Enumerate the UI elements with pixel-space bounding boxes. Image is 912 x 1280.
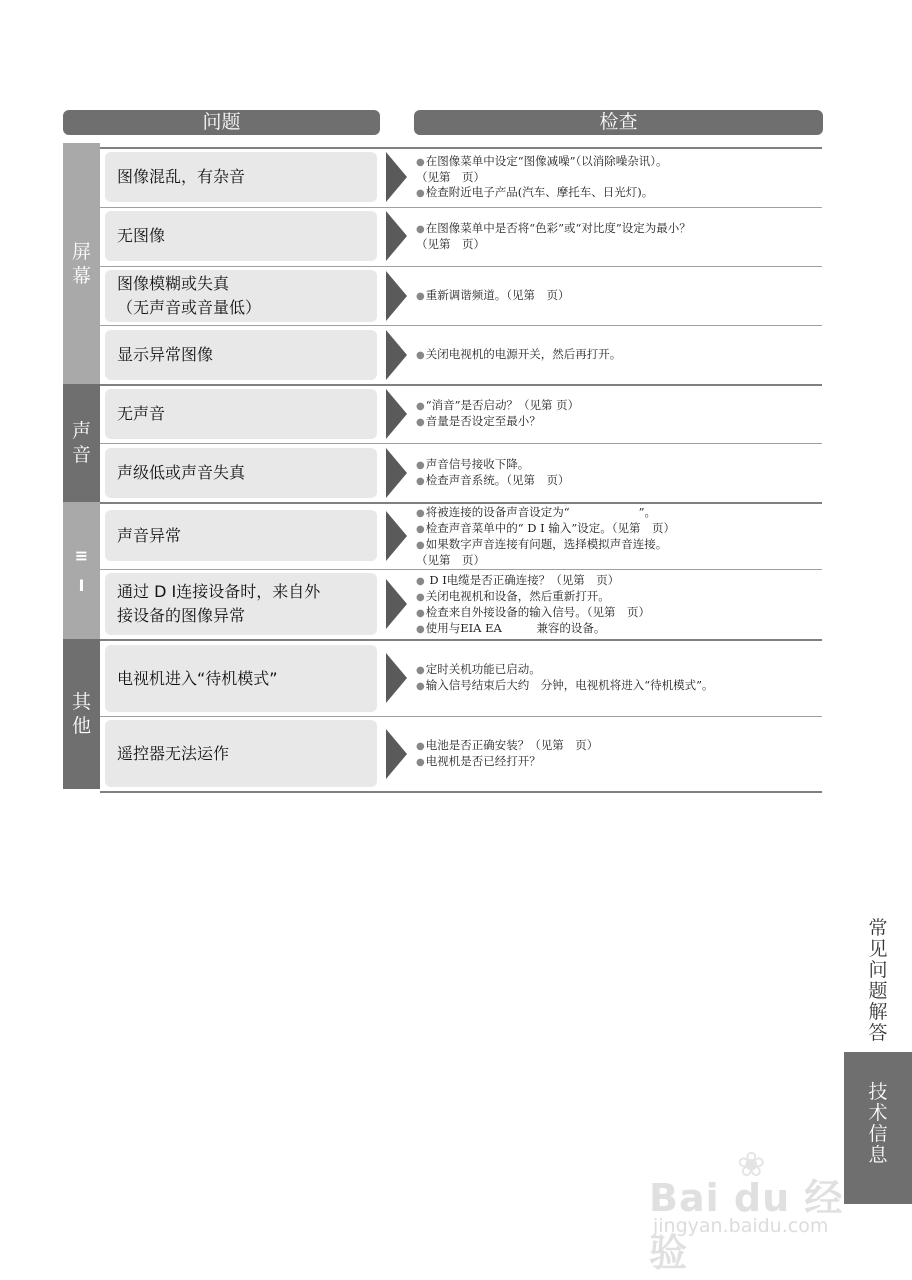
arrow-icon — [386, 653, 407, 703]
side-tab-label: 常见问题解答 — [868, 917, 888, 1044]
category-label: 其他 — [71, 691, 91, 737]
check-item: ● 关闭电视机的电源开关，然后再打开。 — [416, 347, 816, 363]
problem-text: 声级低或声音失真 — [117, 463, 246, 482]
check-item: ● D I电缆是否正确连接？（见第 页） — [416, 573, 816, 589]
arrow-icon — [386, 330, 407, 380]
check-cell — [416, 571, 816, 638]
check-cell — [416, 729, 816, 779]
category-label: ≡ I — [74, 545, 89, 595]
divider — [100, 569, 822, 570]
problem-text: 通过 D I连接设备时，来自外 — [117, 582, 321, 601]
check-item: ● 在图像菜单中设定“图像减噪”（以消除噪杂讯）。 — [416, 154, 816, 170]
check-cell — [416, 448, 816, 498]
check-item: ● 声音信号接收下降。 — [416, 457, 816, 473]
problem-cell — [105, 270, 377, 322]
check-cell — [416, 330, 816, 380]
check-item: ● “消音”是否启动？（见第 页） — [416, 398, 816, 414]
check-item: ● 定时关机功能已启动。 — [416, 662, 816, 678]
divider — [100, 325, 822, 326]
problem-text: 图像混乱，有杂音 — [117, 167, 246, 186]
divider — [100, 639, 822, 641]
check-column-header: 检查 — [414, 110, 823, 135]
check-cell — [416, 653, 816, 703]
check-item: ● 重新调谐频道。（见第 页） — [416, 288, 816, 304]
check-item: ● 音量是否设定至最小？ — [416, 414, 816, 430]
divider — [100, 147, 822, 149]
check-item: ● 将被连接的设备声音设定为“ ”。 — [416, 505, 816, 521]
problem-cell — [105, 330, 377, 380]
problem-cell — [105, 510, 377, 561]
watermark — [645, 1145, 865, 1275]
problem-text: 遥控器无法运作 — [117, 743, 230, 763]
problem-text: 无图像 — [117, 226, 166, 245]
arrow-icon — [386, 729, 407, 779]
check-item: ● 检查附近电子产品(汽车、摩托车、日光灯)。 — [416, 185, 816, 201]
category-other — [63, 639, 100, 789]
arrow-icon — [386, 271, 407, 321]
check-item: ● 检查声音系统。（见第 页） — [416, 473, 816, 489]
check-item: ● 检查来自外接设备的输入信号。（见第 页） — [416, 605, 816, 621]
divider — [100, 791, 822, 793]
check-item: ● 电视机是否已经打开？ — [416, 754, 816, 770]
problem-text: 接设备的图像异常 — [117, 606, 246, 625]
problem-cell — [105, 448, 377, 498]
check-cell — [416, 211, 816, 261]
category-label: 声音 — [71, 420, 91, 466]
check-item: （见第 页） — [416, 169, 485, 184]
watermark-brand: Bai du 经验 — [649, 1176, 844, 1275]
check-item: （见第 页） — [416, 236, 485, 251]
problem-cell — [105, 211, 377, 261]
side-tab-label: 技术信息 — [868, 1081, 888, 1166]
check-item: ● 检查声音菜单中的“ D I 输入”设定。（见第 页） — [416, 521, 816, 537]
paw-icon: ❀ — [737, 1145, 766, 1185]
side-tab-faq[interactable] — [844, 918, 912, 1052]
problem-text: 电视机进入“待机模式” — [117, 668, 278, 688]
category-label: 屏幕 — [71, 240, 91, 287]
check-cell — [416, 271, 816, 321]
check-cell — [416, 504, 816, 568]
watermark-url: jingyan.baidu.com — [653, 1215, 829, 1237]
problem-cell — [105, 573, 377, 635]
arrow-icon — [386, 579, 407, 629]
problem-cell — [105, 720, 377, 787]
category-hdmi — [63, 502, 100, 639]
problem-text: （无声音或音量低） — [117, 298, 262, 317]
arrow-icon — [386, 211, 407, 261]
problem-cell — [105, 152, 377, 202]
check-item: ● 使用与EIA EA 兼容的设备。 — [416, 621, 816, 637]
check-item: ● 电池是否正确安装？（见第 页） — [416, 738, 816, 754]
problem-text: 声音异常 — [117, 525, 182, 545]
divider — [100, 443, 822, 444]
check-item: ● 如果数字声音连接有问题，选择模拟声音连接。 — [416, 537, 816, 553]
check-cell — [416, 389, 816, 439]
arrow-icon — [386, 511, 407, 561]
divider — [100, 716, 822, 717]
problem-cell — [105, 389, 377, 439]
check-cell — [416, 152, 816, 202]
problem-text: 无声音 — [117, 404, 166, 423]
problem-cell — [105, 645, 377, 712]
divider — [100, 207, 822, 208]
arrow-icon — [386, 152, 407, 202]
check-item: （见第 页） — [416, 552, 485, 567]
problem-column-header: 问题 — [63, 110, 380, 135]
divider — [100, 266, 822, 267]
category-sound — [63, 384, 100, 502]
arrow-icon — [386, 448, 407, 498]
check-item: ● 在图像菜单中是否将“色彩”或“对比度”设定为最小？ — [416, 221, 816, 237]
category-screen — [63, 143, 100, 384]
problem-text: 图像模糊或失真 — [117, 274, 230, 293]
check-item: ● 输入信号结束后大约 分钟，电视机将进入“待机模式”。 — [416, 678, 816, 694]
problem-text: 显示异常图像 — [117, 345, 214, 364]
arrow-icon — [386, 389, 407, 439]
check-item: ● 关闭电视机和设备，然后重新打开。 — [416, 589, 816, 605]
divider — [100, 384, 822, 386]
